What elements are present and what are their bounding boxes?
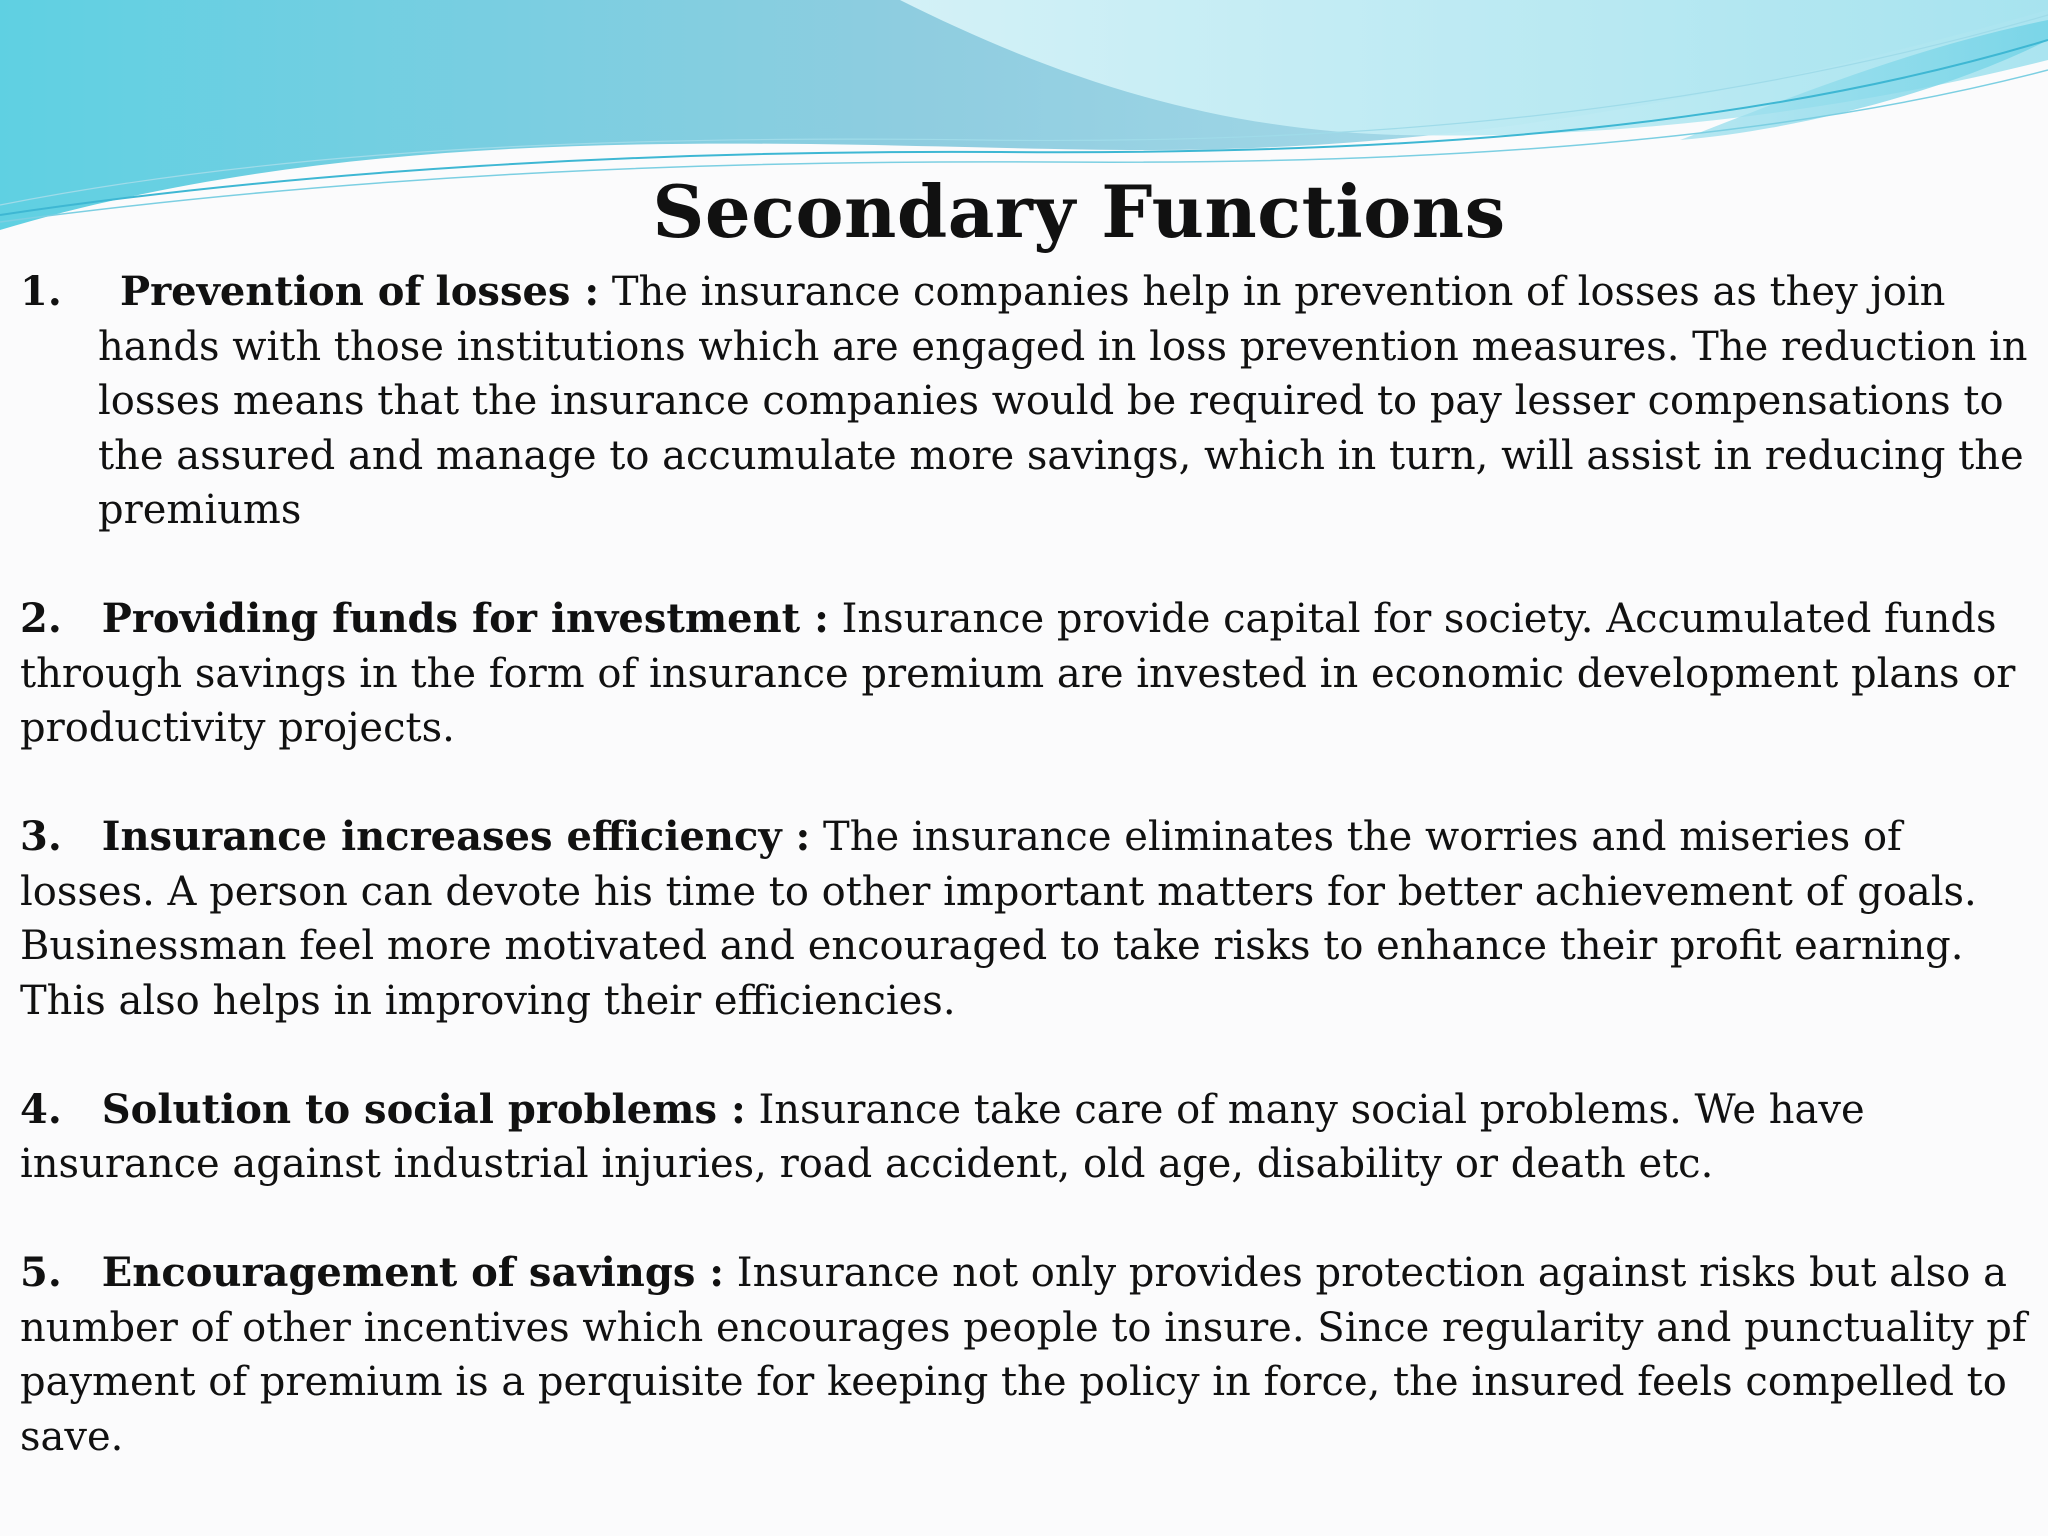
item-text: The insurance eliminates the worries and miseries of losses. A person can devote his time to other important matters for better achievement of goals. Businessman feel more motivated and encouraged to take risks to enhance their profit earning. This also helps in improving their efficiencies.	[20, 814, 1977, 1024]
item-heading: Prevention of losses :	[120, 268, 600, 315]
item-number: 5.	[20, 1249, 62, 1296]
item-number: 1.	[20, 268, 62, 315]
item-heading: Encouragement of savings :	[101, 1249, 725, 1296]
item-heading: Insurance increases efficiency :	[101, 813, 811, 860]
slide-title: Secondary Functions	[652, 169, 1506, 254]
list-item-social-problems	[20, 1083, 2030, 1192]
item-heading: Providing funds for investment :	[101, 595, 829, 642]
item-number: 3.	[20, 813, 62, 860]
list-item-providing-funds	[20, 592, 2030, 756]
item-text: The insurance companies help in prevention of losses as they join hands with those institutions which are engaged in loss prevention measures. The reduction in losses means that the insurance companies would be required to pay lesser compensations to the assured and manage to accumulate more savings, which in turn, will assist in reducing the premiums	[98, 269, 2028, 533]
item-text: Insurance provide capital for society. Accumulated funds through savings in the form of insurance premium are invested in economic development plans or productivity projects.	[20, 596, 2016, 751]
list-item-increases-efficiency	[20, 810, 2030, 1028]
item-heading: Solution to social problems :	[101, 1085, 746, 1133]
item-text: Insurance not only provides protection against risks but also a number of other incentives which encourages people to insure. Since regularity and punctuality pf payment of premium is a perquisite for keeping the policy in force, the insured feels compelled to save.	[20, 1250, 2027, 1460]
item-text: Insurance take care of many social problems. We have insurance against industrial injuries, road accident, old age, disability or death etc.	[20, 1086, 1865, 1187]
content-list	[20, 265, 2030, 1519]
list-item-encouragement-of-savings	[20, 1246, 2030, 1464]
list-item-prevention-of-losses	[20, 265, 2030, 538]
item-number: 2.	[20, 595, 62, 642]
item-number: 4.	[20, 1085, 62, 1133]
